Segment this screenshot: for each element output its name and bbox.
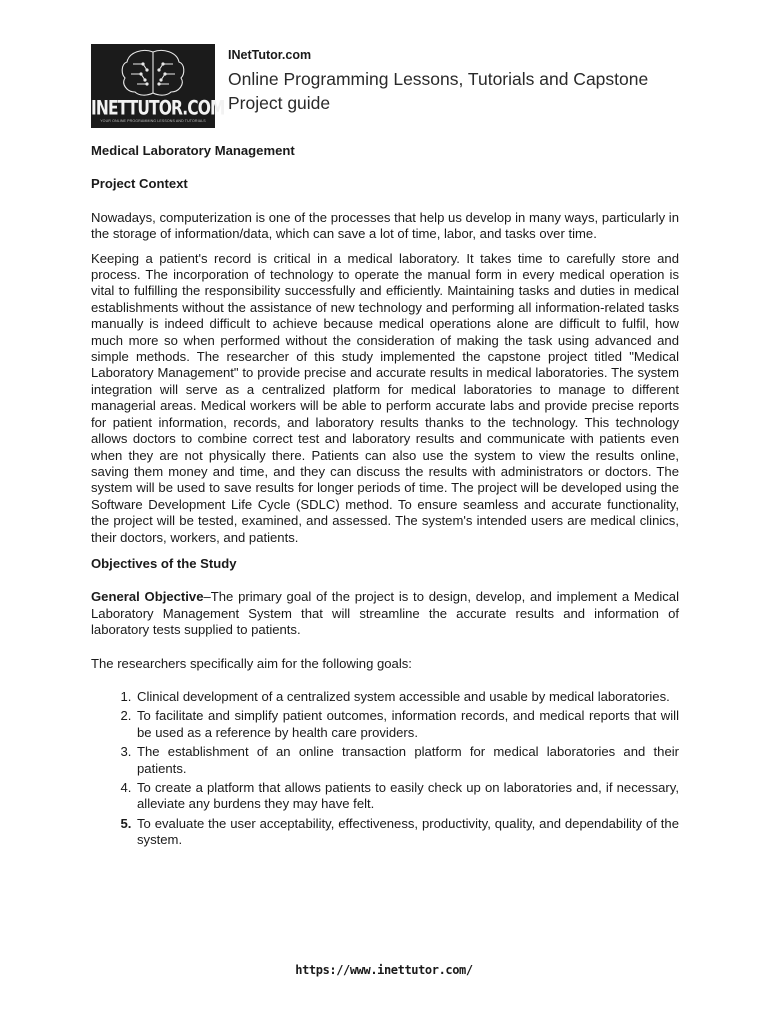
general-objective-label: General Objective: [91, 589, 204, 605]
document-body: [91, 143, 679, 852]
brand-logo: [91, 44, 225, 128]
general-objective-text: –The primary goal of the project is to design, develop, and implement a Medical Laboratory Management System that will streamline the accurate results and information of laboratory tests supplied to patients.: [91, 589, 679, 638]
list-item: 5. To evaluate the user acceptability, effectiveness, productivity, quality, and dependability of the system.: [135, 816, 679, 849]
document-title: Medical Laboratory Management: [91, 143, 295, 158]
footer-url: https://www.inettutor.com/: [295, 963, 473, 977]
general-objective: [91, 589, 679, 638]
logo-tagline: YOUR ONLINE PROGRAMMING LESSONS AND TUTORIALS: [100, 119, 206, 123]
list-item: 4. To create a platform that allows patients to easily check up on laboratories and, if necessary, alleviate any burdens they may have felt.: [135, 780, 679, 813]
site-name: INetTutor.com: [228, 48, 312, 62]
section-heading-context: Project Context: [91, 176, 188, 192]
specific-objectives-intro: The researchers specifically aim for the following goals:: [91, 655, 412, 671]
logo-wordmark: INETTUTOR.COM: [91, 97, 225, 120]
site-tagline: Online Programming Lessons, Tutorials and Capstone Project guide: [228, 69, 649, 113]
goals-list: [91, 689, 679, 849]
section-heading-objectives: Objectives of the Study: [91, 555, 237, 571]
list-item: 1. Clinical development of a centralized system accessible and usable by medical laboratories.: [135, 689, 679, 705]
paragraph-context: Keeping a patient's record is critical in a medical laboratory. It takes time to carefully store and process. The incorporation of technology to operate the manual form in every medical operation is vital to fulfilling the responsibility successfully and efficiently. Maintaining tasks and duties in medical establishments without the assistance of new technology and performing all information-related tasks manually is indeed difficult to achieve because medical operations alone are difficult to fulfil, how much more so when performed without the consideration of making the task using advanced and simple methods. The researcher of this study implemented the capstone project titled "Medical Laboratory Management" to provide precise and accurate results in medical laboratories. The system integration will serve as a centralized platform for medical laboratories to manage to different managerial areas. Medical workers will be able to perform accurate labs and provide precise reports for patient information, records, and laboratory results thanks to the technology. This technology allows doctors to combine correct test and laboratory results and communicate with patients even when they are not physically there. Patients can also use the system to view the results online, saving them money and time, and they can discuss the results with administrators or doctors. The system will be used to save results for longer periods of time. The project will be developed using the Software Development Life Cycle (SDLC) method. To ensure seamless and accurate functionality, the project will be tested, examined, and assessed. The system's intended users are medical clinics, their doctors, workers, and patients.: [91, 250, 679, 545]
list-item: 2. To facilitate and simplify patient outcomes, information records, and medical reports that will be used as a reference by health care providers.: [135, 708, 679, 741]
list-item: 3. The establishment of an online transaction platform for medical laboratories and their patients.: [135, 744, 679, 777]
paragraph-intro: Nowadays, computerization is one of the processes that help us develop in many ways, particularly in the storage of information/data, which can save a lot of time, labor, and tasks over time.: [91, 209, 679, 242]
